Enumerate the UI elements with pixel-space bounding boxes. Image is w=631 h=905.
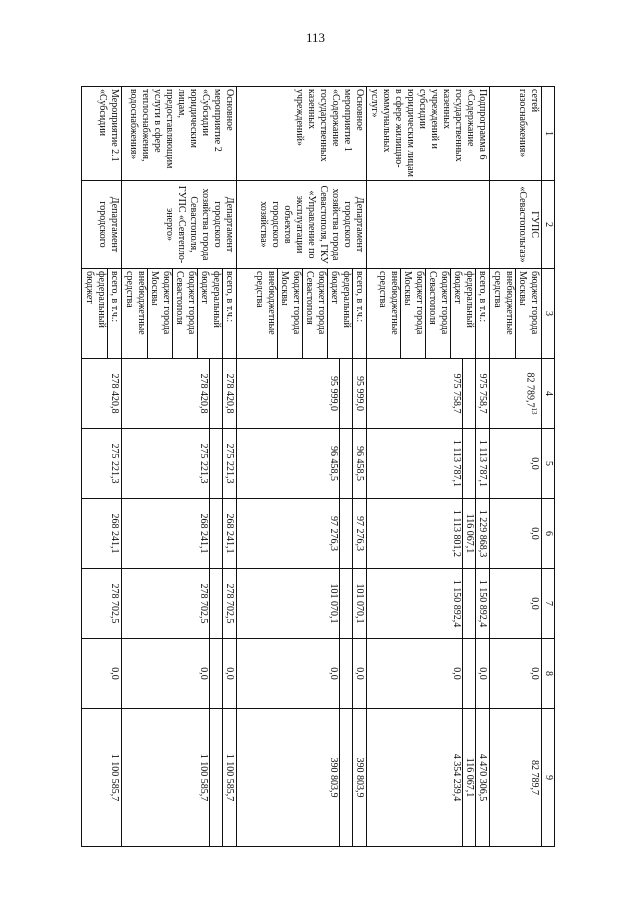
executor-cell: Департамент городского хозяйства города Севастополя, ГУПС «Севтепло-энерго» bbox=[122, 181, 237, 269]
value-cell: 1 150 892,4 1 150 892,4 bbox=[367, 569, 490, 639]
value-cell: 1 100 585,7 1 100 585,7 bbox=[122, 709, 237, 847]
executor-cell: Департамент городского bbox=[82, 181, 122, 269]
source-item: внебюджетные средства bbox=[253, 269, 278, 358]
header-cell: 3 bbox=[542, 269, 555, 359]
header-cell: 4 bbox=[542, 359, 555, 429]
source-item: внебюджетные средства bbox=[491, 269, 516, 358]
source-item: внебюджетные средства bbox=[123, 269, 148, 358]
source-item: федеральный бюджет bbox=[328, 269, 353, 358]
value-cell: 82 789,7 bbox=[490, 709, 542, 847]
value-cell: 0,0 bbox=[82, 639, 122, 709]
source-item: всего, в т.ч.: bbox=[224, 271, 235, 323]
value-cell: 0,0 0,0 bbox=[237, 639, 367, 709]
header-cell: 1 bbox=[542, 87, 555, 181]
value-cell: 275 221,3 bbox=[82, 429, 122, 499]
source-item: федеральный бюджет bbox=[198, 269, 223, 358]
table-row bbox=[122, 87, 237, 847]
value-cell: 975 758,7 975 758,7 bbox=[367, 359, 490, 429]
value-cell: 97 276,3 97 276,3 bbox=[237, 499, 367, 569]
source-item: бюджет города Москвы bbox=[517, 271, 540, 335]
rotated-table-wrapper bbox=[84, 86, 555, 846]
source-item: бюджет города Москвы bbox=[401, 269, 426, 358]
row-title-cell: Подпрограмма 6 «Содержание государственных казенных учреждений и субсидии юридическим лицам в сфере жилищно-коммунальных услуг» bbox=[367, 87, 490, 181]
source-item: бюджет города Севастополя bbox=[303, 269, 328, 358]
source-item: всего, в т.ч.: bbox=[477, 271, 488, 323]
value-cell: 268 241,1 bbox=[82, 499, 122, 569]
value-cell: 4 470 306,5 116 067,1 4 354 239,4 bbox=[367, 709, 490, 847]
value-cell: 278 420,8 278 420,8 bbox=[122, 359, 237, 429]
source-item: бюджет города Москвы bbox=[148, 269, 173, 358]
header-row bbox=[542, 87, 555, 847]
row-title-cell: сетей газоснабжения» bbox=[490, 87, 542, 181]
source-cell bbox=[122, 269, 237, 359]
header-cell: 5 bbox=[542, 429, 555, 499]
source-item: внебюджетные средства bbox=[376, 269, 401, 358]
value-cell: 278 420,8 bbox=[82, 359, 122, 429]
value-cell: 0,0 bbox=[490, 429, 542, 499]
value-cell: 1 100 585,7 bbox=[82, 709, 122, 847]
value-cell: 0,0 0,0 bbox=[367, 639, 490, 709]
source-item: федеральный бюджет bbox=[451, 269, 476, 358]
source-item: федеральный бюджет bbox=[83, 269, 108, 358]
header-cell: 8 bbox=[542, 639, 555, 709]
source-cell bbox=[490, 269, 542, 359]
value-cell: 0,0 bbox=[490, 499, 542, 569]
row-title-cell: Основное мероприятие 1 «Содержание государственных казенных учреждений» bbox=[237, 87, 367, 181]
value-cell: 101 070,1 101 070,1 bbox=[237, 569, 367, 639]
value-cell: 390 803,9 390 803,9 bbox=[237, 709, 367, 847]
header-cell: 9 bbox=[542, 709, 555, 847]
value-cell: 1 113 787,1 1 113 787,1 bbox=[367, 429, 490, 499]
value-cell: 275 221,3 275 221,3 bbox=[122, 429, 237, 499]
table-row bbox=[490, 87, 542, 847]
executor-cell: Департамент городского хозяйства города Севастополя, ГКУ «Управление по эксплуатации объектов городского хозяйства» bbox=[237, 181, 367, 269]
budget-table bbox=[81, 86, 555, 847]
executor-cell: ГУПС «Севастопольгаз» bbox=[490, 181, 542, 269]
value-cell: 268 241,1 268 241,1 bbox=[122, 499, 237, 569]
source-item: бюджет города Москвы bbox=[278, 269, 303, 358]
value-cell: 278 702,5 bbox=[82, 569, 122, 639]
source-cell bbox=[82, 269, 122, 359]
table-row bbox=[237, 87, 367, 847]
header-cell: 6 bbox=[542, 499, 555, 569]
value-cell: 1 229 868,3 116 067,1 1 113 801,2 bbox=[367, 499, 490, 569]
header-cell: 7 bbox=[542, 569, 555, 639]
table-row bbox=[367, 87, 490, 847]
page-number: 113 bbox=[305, 30, 326, 45]
source-cell bbox=[367, 269, 490, 359]
value-cell: 95 999,0 95 999,0 bbox=[237, 359, 367, 429]
source-item: всего, в т.ч.: bbox=[354, 271, 365, 323]
source-cell bbox=[237, 269, 367, 359]
source-item: бюджет города Севастополя bbox=[173, 269, 198, 358]
source-item: бюджет города Севастополя bbox=[426, 269, 451, 358]
value-cell: 82 789,7$^{13}$ bbox=[490, 359, 542, 429]
row-title-cell: Мероприятие 2.1 «Субсидии bbox=[82, 87, 122, 181]
value-cell: 0,0 bbox=[490, 639, 542, 709]
row-title-cell: Основное мероприятие 2 «Субсидии юридическим лицам, предоставляющим услуги в сфере теплоснабжения, водоснабжения» bbox=[122, 87, 237, 181]
footnote-mark: 13 bbox=[530, 407, 538, 415]
header-cell: 2 bbox=[542, 181, 555, 269]
value-cell: 96 458,5 96 458,5 bbox=[237, 429, 367, 499]
source-item: всего, в т.ч.: bbox=[109, 271, 120, 323]
value-cell: 0,0 bbox=[490, 569, 542, 639]
value-cell: 0,0 0,0 bbox=[122, 639, 237, 709]
value-cell: 278 702,5 278 702,5 bbox=[122, 569, 237, 639]
executor-cell bbox=[367, 181, 490, 269]
table-row bbox=[82, 87, 122, 847]
